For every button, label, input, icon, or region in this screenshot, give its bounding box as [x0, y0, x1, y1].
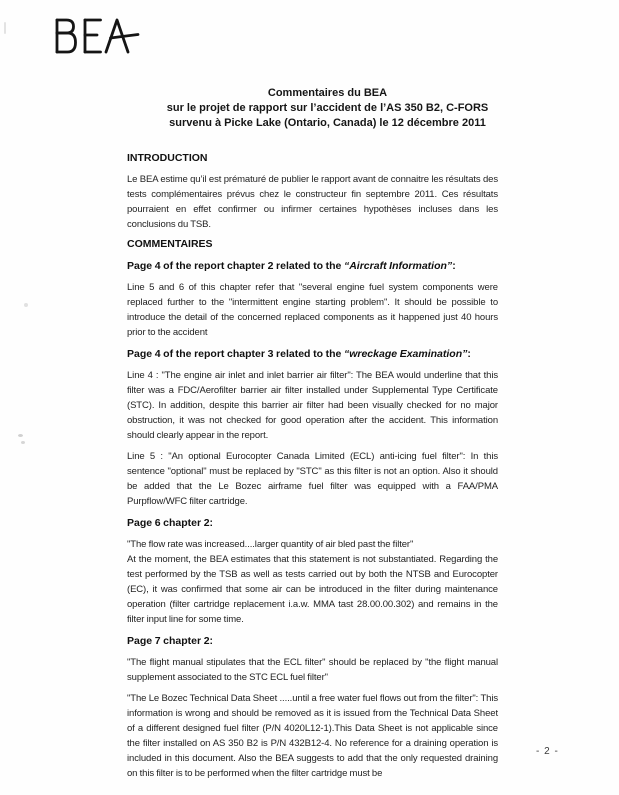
comment3-paragraph: At the moment, the BEA estimates that this statement is not substantiated. Regarding the test performed by the TSB as well as tests carried out by both the NTSB and Eurocopter (EC), it was confirmed that some air can be introduced in the filter during maintenance operation (filter cartridge replacement i.a.w. MMA tast 28.00.00.302) and remains in the filter input line for some time. [127, 554, 498, 625]
comment2-paragraph-line5: Line 5 : "An optional Eurocopter Canada Limited (ECL) anti-icing fuel filter": In this sentence "optional" must be replaced by "STC" as this filter is not an option. Also it should be added that the Le Bozec airframe fuel filter was equipped with a FAA/PMA Purpflow/WFC filter cartridge. [127, 451, 498, 507]
comment1-heading [127, 259, 498, 274]
comment2-heading-colon: : [467, 348, 471, 360]
comment2-heading-term: “wreckage Examination” [343, 348, 468, 360]
comment2-paragraph-line4: Line 4 : "The engine air inlet and inlet barrier air filter": The BEA would underline that this filter was a FDC/Aerofilter barrier air filter installed under Supplemental Type Certificate (STC). In addition, despite this barrier air filter had been visually checked for no major obstruction, it was not checked for good operation after the accident. This information should clearly appear in the report. [127, 370, 498, 441]
introduction-paragraph: Le BEA estime qu’il est prématuré de publier le rapport avant de connaitre les résultats des tests complémentaires prévus chez le constructeur fin septembre 2011. Ces résultats pourraient en effet confirmer ou infirmer certaines hypothèses incluses dans les conclusions du TSB. [127, 174, 498, 230]
comment3-quote-line: "The flow rate was increased....larger quantity of air bled past the filter" [127, 539, 414, 550]
comment1-heading-text: Page 4 of the report chapter 2 related to the [127, 260, 344, 272]
comment2-heading [127, 347, 498, 362]
scan-speck [4, 22, 6, 34]
bea-logo [52, 16, 140, 61]
page-number: - 2 - [536, 746, 559, 757]
title-line-2: sur le projet de rapport sur l’accident de l’AS 350 B2, C-FORS [166, 102, 489, 114]
comment1-paragraph: Line 5 and 6 of this chapter refer that "several engine fuel system components were replaced further to the "intermittent engine starting problem". It should be possible to introduce the detail of the concerned replaced components as it happened just 40 hours prior to the accident [127, 282, 498, 338]
scan-speck [18, 434, 23, 437]
document-title [130, 86, 525, 131]
comment1-heading-term: “Aircraft Information” [343, 260, 453, 272]
document-body [127, 151, 498, 781]
scan-speck [21, 441, 25, 444]
title-line-3: survenu à Picke Lake (Ontario, Canada) le 12 décembre 2011 [169, 117, 486, 129]
comment4-paragraph-2: "The Le Bozec Technical Data Sheet .....until a free water fuel flows out from the filter": This information is wrong and should be removed as it is issued from the Technical Data Sheet of a different designed fuel filter (P/N 4020L12-1).This Data Sheet is not applicable since the filter installed on AS 350 B2 is P/N 432B12-4. No reference for a draining operation is included in this document. Also the BEA suggests to add that the only requested draining on this filter is to be performed when the filter cartridge must be [127, 693, 498, 779]
bea-logo-mark [52, 16, 140, 56]
commentaires-heading: COMMENTAIRES [127, 238, 213, 250]
comment1-heading-colon: : [452, 260, 456, 272]
comment4-heading: Page 7 chapter 2: [127, 635, 214, 647]
comment2-heading-text: Page 4 of the report chapter 3 related to the [127, 348, 344, 360]
scan-speck [24, 303, 28, 307]
introduction-heading: INTRODUCTION [127, 152, 208, 164]
title-line-1: Commentaires du BEA [267, 87, 388, 99]
comment4-paragraph-1: "The flight manual stipulates that the ECL filter" should be replaced by "the flight manual supplement associated to the STC ECL fuel filter" [127, 657, 498, 683]
comment3-heading: Page 6 chapter 2: [127, 517, 214, 529]
